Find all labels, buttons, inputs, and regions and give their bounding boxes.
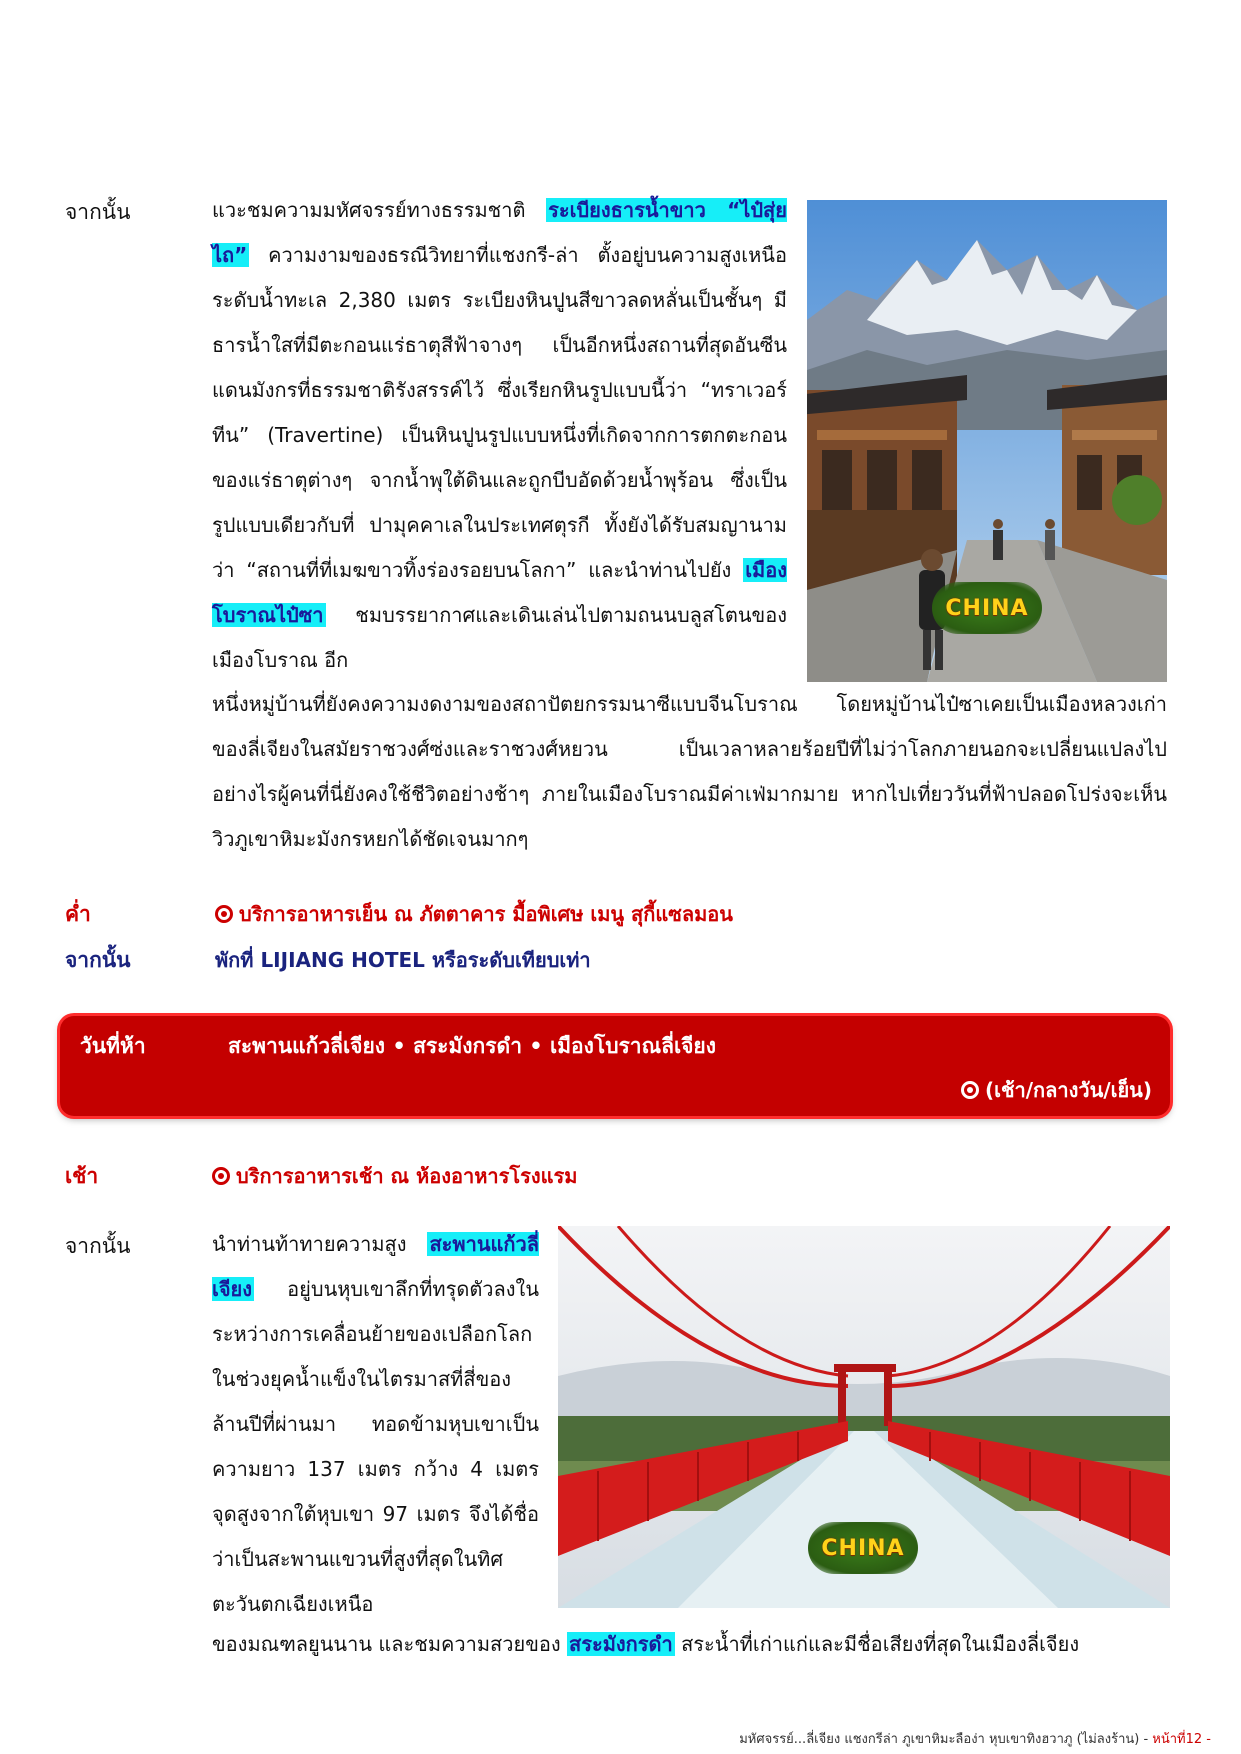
baisha-old-town-photo (807, 200, 1167, 682)
hotel-line: พักที่ LIJIANG HOTEL หรือระดับเทียบเท่า (215, 948, 591, 972)
breakfast-line: บริการอาหารเช้า ณ ห้องอาหารโรงแรม (212, 1160, 577, 1192)
day-route: สะพานแก้วลี่เจียง • สระมังกรดำ • เมืองโบราณลี่เจียง (228, 1034, 716, 1058)
page-footer: มหัศจรรย์...ลี่เจียง แชงกรีล่า ภูเขาหิมะลือง่า หุบเขาทิงฮวาภู (ไม่ลงร้าน) - หน้าที่12 - (739, 1732, 1211, 1747)
glass-bridge-photo (558, 1226, 1170, 1608)
section-label-then-2: จากนั้น (65, 1234, 131, 1258)
section2-paragraph-2: ของมณฑลยูนนาน และชมความสวยของ สระมังกรดำ สระน้ำที่เก่าแก่และมีชื่อเสียงที่สุดในเมืองลี่เจียง (212, 1632, 1080, 1656)
day-label: วันที่ห้า (80, 1034, 146, 1058)
highlight-black-dragon-pool: สระมังกรดำ (569, 1632, 673, 1656)
highlight-baisha-old-town: เมืองโบราณไป๋ซา (212, 558, 787, 627)
highlight-glass-bridge: สะพานแก้วลี่เจียง (212, 1232, 539, 1301)
dish-icon (212, 1167, 230, 1185)
dinner-label: ค่ำ (65, 902, 91, 926)
day-meals: (เช้า/กลางวัน/เย็น) (961, 1074, 1152, 1106)
section2-paragraph-1: นำท่านท้าทายความสูง สะพานแก้วลี่เจียง อยู่บนหุบเขาลึกที่ทรุดตัวลงในระหว่างการเคลื่อนย้ายของเปลือกโลกในช่วงยุคน้ำแข็งในไตรมาสที่สี่ของล้านปีที่ผ่านมา ทอดข้ามหุบเขาเป็นความยาว 137 เมตร กว้าง 4 เมตร จุดสูงจากใต้หุบเขา 97 เมตร จึงได้ชื่อว่าเป็นสะพานแขวนที่สูงที่สุดในทิศตะวันตกเฉียงเหนือ (212, 1232, 539, 1616)
section1-paragraph-1: แวะชมความมหัศจรรย์ทางธรรมชาติ ระเบียงธารน้ำขาว “ไป๋สุ่ยไถ” ความงามของธรณีวิทยาที่แชงกรี-ล่า ตั้งอยู่บนความสูงเหนือระดับน้ำทะเล 2,380 เมตร ระเบียงหินปูนสีขาวลดหลั่นเป็นชั้นๆ มีธารน้ำใสที่มีตะกอนแร่ธาตุสีฟ้าจางๆ เป็นอีกหนึ่งสถานที่สุดอันซีนแดนมังกรที่ธรรมชาติรังสรรค์ไว้ ซึ่งเรียกหินรูปแบบนี้ว่า “ทราเวอร์ทีน” (Travertine) เป็นหินปูนรูปแบบหนึ่งที่เกิดจากการตกตะกอนของแร่ธาตุต่างๆ จากน้ำพุใต้ดินและถูกบีบอัดด้วยน้ำพุร้อน ซึ่งเป็นรูปแบบเดียวกับที่ ปามุคคาเลในประเทศตุรกี ทั้งยังได้รับสมญานามว่า “สถานที่ที่เมฆขาวทิ้งร่องรอยบนโลกา” และนำท่านไปยัง เมืองโบราณไป๋ซา ชมบรรยากาศและเดินเล่นไปตามถนนบลูสโตนของเมืองโบราณ อีก (212, 198, 787, 672)
dinner-line: บริการอาหารเย็น ณ ภัตตาคาร มื้อพิเศษ เมนู สุกี้แซลมอน (215, 898, 733, 930)
dish-icon (215, 905, 233, 923)
breakfast-label: เช้า (65, 1164, 99, 1188)
section1-paragraph-2: หนึ่งหมู่บ้านที่ยังคงความงดงามของสถาปัตยกรรมนาซีแบบจีนโบราณ โดยหมู่บ้านไป๋ซาเคยเป็นเมืองหลวงเก่าของลี่เจียงในสมัยราชวงศ์ซ่งและราชวงศ์หยวน เป็นเวลาหลายร้อยปีที่ไม่ว่าโลกภายนอกจะเปลี่ยนแปลงไปอย่างไรผู้คนที่นี่ยังคงใช้ชีวิตอย่างช้าๆ ภายในเมืองโบราณมีค่าเฟ่มากมาย หากไปเที่ยววันที่ฟ้าปลอดโปร่งจะเห็นวิวภูเขาหิมะมังกรหยกได้ชัดเจนมากๆ (212, 692, 1167, 851)
page-number: หน้าที่12 - (1152, 1732, 1211, 1747)
section-label-then-1: จากนั้น (65, 200, 131, 224)
dish-icon (961, 1081, 979, 1099)
highlight-baishuitai: ระเบียงธารน้ำขาว “ไป๋สุ่ยไถ” (212, 198, 787, 267)
china-logo-badge: CHINA (932, 582, 1042, 634)
hotel-label: จากนั้น (65, 948, 131, 972)
day-five-banner (60, 1016, 1170, 1116)
china-logo-badge: CHINA (808, 1522, 918, 1574)
